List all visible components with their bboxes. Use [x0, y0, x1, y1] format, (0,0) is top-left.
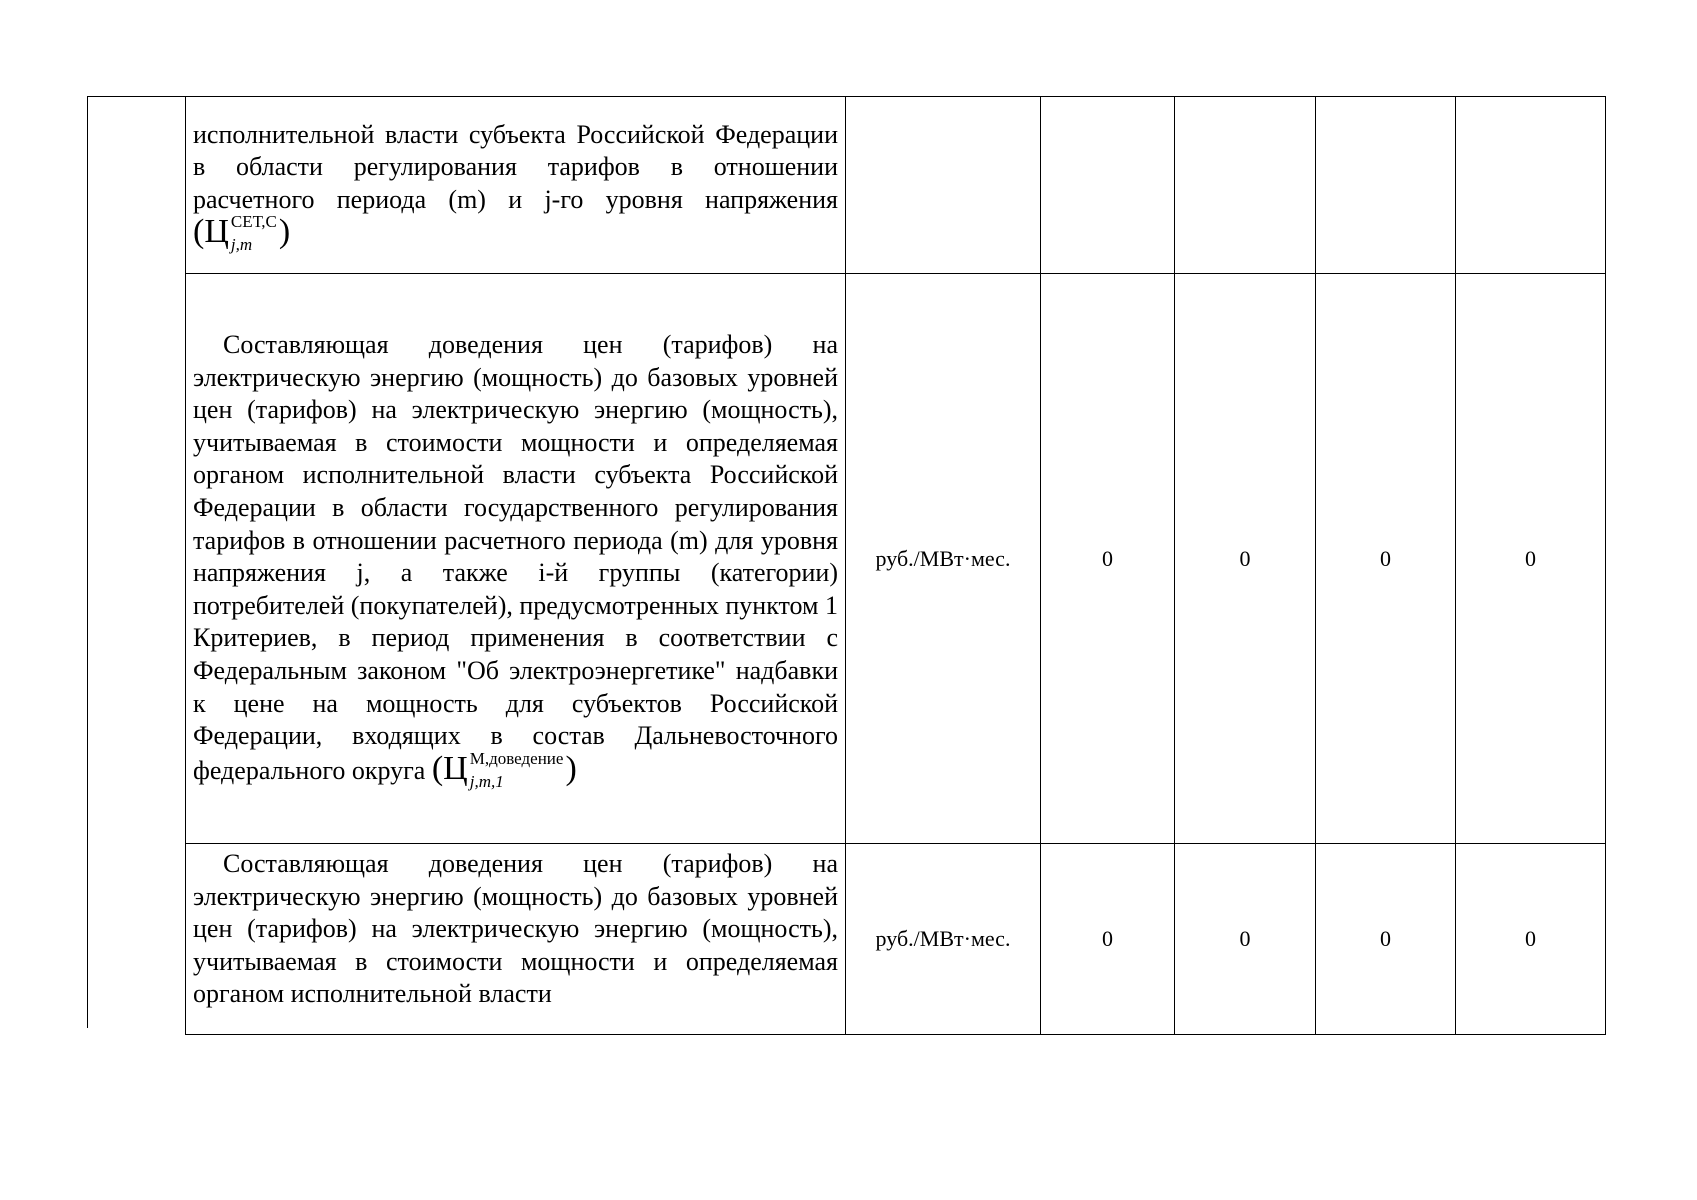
description-cell [186, 844, 846, 1035]
value-cell: 0 [1175, 274, 1316, 844]
formula-superscript: СЕТ,C [230, 212, 277, 232]
formula-subscript: j,m,1 [469, 771, 504, 791]
formula-base: Ц [204, 213, 229, 251]
value-cell: 0 [1175, 844, 1316, 1035]
description-cell [186, 274, 846, 844]
first-column-border [87, 96, 88, 1028]
formula: (Ц СЕТ,C j,m ) [193, 212, 291, 255]
table-row [186, 844, 1606, 1035]
description-text: Составляющая доведения цен (тарифов) на электрическую энергию (мощность) до базовых уровней цен (тарифов) на электрическую энергию (мощность), учитываемая в стоимости мощности и определяемая органом исполнительной власти субъекта Российской Федерации в области государственного регулирования тарифов в отношении расчетного периода (m) для уровня напряжения j, а также i-й группы (категории) потребителей (покупателей), предусмотренных пунктом 1 Критериев, в период применения в соответствии с Федеральным законом "Об электроэнергетике" надбавки к цене на мощность для субъектов Российской Федерации, входящих в состав Дальневосточного федерального округа [193, 330, 838, 785]
value-cell: 0 [1456, 844, 1606, 1035]
unit-cell: руб./МВт·мес. [846, 844, 1041, 1035]
value-cell: 0 [1041, 274, 1175, 844]
formula: (Ц М,доведение j,m,1 ) [431, 748, 577, 791]
value-cell [1456, 97, 1606, 274]
value-cell: 0 [1316, 844, 1456, 1035]
description-cell [186, 97, 846, 274]
value-cell: 0 [1316, 274, 1456, 844]
table-row [186, 97, 1606, 274]
value-cell [1175, 97, 1316, 274]
table-row [186, 274, 1606, 844]
formula-superscript: М,доведение [469, 748, 564, 768]
value-cell [1041, 97, 1175, 274]
first-column-top-border [87, 96, 185, 97]
unit-cell: руб./МВт·мес. [846, 274, 1041, 844]
value-cell [1316, 97, 1456, 274]
value-cell: 0 [1456, 274, 1606, 844]
description-text: исполнительной власти субъекта Российской Федерации в области регулирования тарифов в отношении расчетного периода (m) и j-го уровня напряжения [193, 119, 838, 214]
tariff-table [185, 96, 1606, 1035]
unit-cell [846, 97, 1041, 274]
formula-base: Ц [443, 749, 468, 787]
formula-subscript: j,m [230, 235, 253, 255]
value-cell: 0 [1041, 844, 1175, 1035]
description-text: Составляющая доведения цен (тарифов) на электрическую энергию (мощность) до базовых уровней цен (тарифов) на электрическую энергию (мощность), учитываемая в стоимости мощности и определяемая органом исполнительной власти [193, 849, 838, 1009]
